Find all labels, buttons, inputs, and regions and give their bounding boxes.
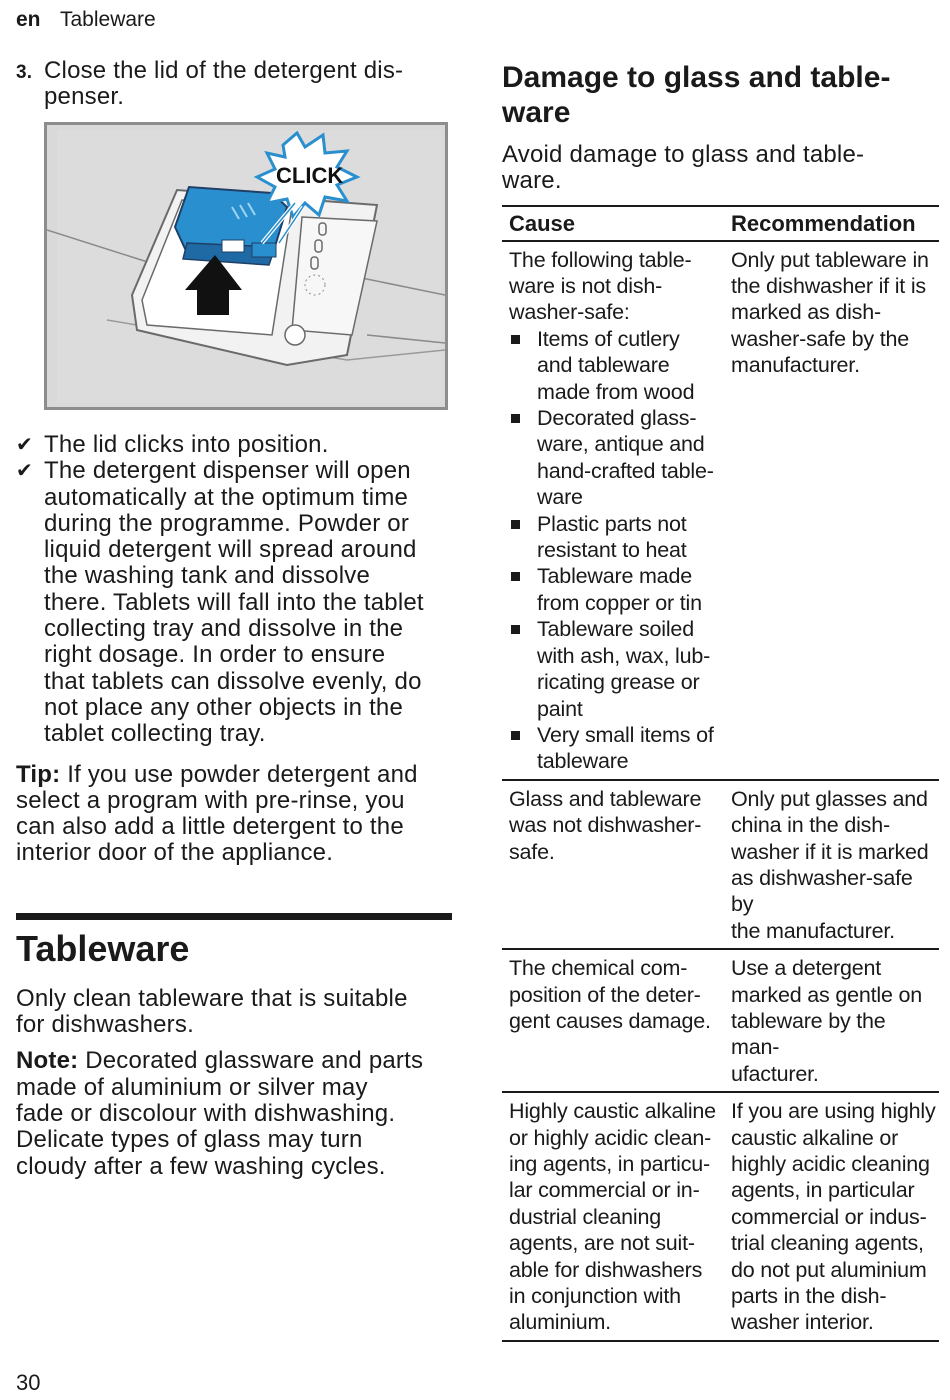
step-line: penser. (44, 83, 125, 110)
cause-cell (502, 949, 724, 1092)
bullet-item (509, 511, 720, 564)
recommendation-line: the dishwasher if it is (731, 274, 926, 298)
table-row (502, 241, 939, 780)
tip-line: select a program with pre-rinse, you (16, 786, 405, 814)
right-column (502, 58, 940, 1342)
recommendation-line: commercial or indus- (731, 1204, 927, 1229)
bullet-line: from copper or tin (537, 590, 702, 615)
cause-line: ing agents, in particu- (509, 1152, 710, 1176)
bullet-line: Tableware soiled (537, 617, 694, 642)
title-line: Damage to glass and table- (502, 61, 891, 94)
cause-line: washer-safe: (509, 300, 630, 325)
bullet-line: Items of cutlery (537, 326, 680, 351)
bullet-text (537, 722, 714, 775)
column-header-cause: Cause (502, 206, 724, 241)
recommendation-line: washer if it is marked (731, 839, 929, 864)
tip-block (16, 762, 452, 867)
recommendation-line: caustic alkaline or (731, 1125, 899, 1150)
recommendation-line: do not put aluminium (731, 1257, 927, 1282)
bullet-line: resistant to heat (537, 538, 687, 563)
bullet-line: ware, antique and (537, 432, 705, 457)
cause-line: or highly acidic clean- (509, 1125, 712, 1150)
bullet-line: with ash, wax, lub- (537, 643, 711, 668)
square-bullet-icon (509, 405, 537, 511)
recommendation-line: agents, in particular (731, 1178, 915, 1203)
step-number: 3. (16, 62, 33, 83)
cause-line: aluminium. (509, 1310, 611, 1335)
bullet-line: hand-crafted table- (537, 458, 714, 483)
result-line: that tablets can dissolve evenly, do (44, 667, 422, 695)
recommendation-line: Only put tableware in (731, 247, 929, 272)
cause-line: lar commercial or in- (509, 1178, 700, 1203)
square-bullet-icon (509, 563, 537, 616)
note-label: Note: (16, 1047, 79, 1075)
page-number: 30 (16, 1370, 41, 1395)
section-title: Tableware (16, 927, 190, 969)
cause-line: safe. (509, 839, 555, 864)
bullet-text (537, 326, 694, 405)
bullet-line: ware (537, 485, 583, 510)
recommendation-line: washer interior. (731, 1310, 874, 1335)
result-list (16, 432, 452, 748)
cause-line: position of the deter- (509, 982, 701, 1007)
note-line: made of aluminium or silver may (16, 1073, 368, 1101)
result-line: liquid detergent will spread around (44, 536, 417, 564)
square-bullet-icon (509, 511, 537, 564)
bullet-line: Decorated glass- (537, 406, 697, 431)
cause-line: in conjunction with (509, 1284, 681, 1309)
intro-line: ware. (502, 167, 562, 195)
recommendation-cell (724, 241, 939, 780)
damage-intro (502, 142, 940, 195)
recommendation-line: ufacturer. (731, 1061, 819, 1086)
table-row (502, 1092, 939, 1341)
section-intro (16, 986, 452, 1039)
bullet-text (537, 511, 687, 564)
recommendation-line: trial cleaning agents, (731, 1231, 924, 1256)
recommendation-line: tableware by the man- (731, 1008, 886, 1060)
result-item (16, 458, 452, 747)
bullet-item (509, 405, 720, 511)
step-line: Close the lid of the detergent dis- (44, 57, 404, 84)
recommendation-cell (724, 1092, 939, 1341)
bullet-item (509, 563, 720, 616)
header-section: Tableware (59, 8, 156, 31)
checkmark-icon: ✔ (16, 460, 33, 483)
intro-line: Only clean tableware that is suitable (16, 984, 408, 1012)
damage-table (502, 205, 939, 1342)
cause-line: gent causes damage. (509, 1008, 711, 1033)
square-bullet-icon (509, 326, 537, 405)
recommendation-line: china in the dish- (731, 813, 890, 838)
cause-line: able for dishwashers (509, 1257, 703, 1282)
bullet-line: ricating grease or (537, 670, 700, 695)
recommendation-line: parts in the dish- (731, 1284, 887, 1309)
result-line: there. Tablets will fall into the tablet (44, 588, 424, 616)
cause-line: was not dishwasher- (509, 813, 702, 838)
note-line: cloudy after a few washing cycles. (16, 1152, 386, 1180)
bullet-text (537, 616, 710, 722)
cause-cell (502, 780, 724, 949)
cause-line: Highly caustic alkaline (509, 1099, 716, 1124)
intro-line: for dishwashers. (16, 1011, 194, 1039)
bullet-line: Tableware made (537, 564, 692, 589)
note-line: Decorated glassware and parts (78, 1047, 424, 1075)
step-3 (16, 58, 452, 110)
title-line: ware (502, 96, 571, 129)
recommendation-line: Only put glasses and (731, 786, 928, 811)
table-header-row (502, 206, 939, 241)
square-bullet-icon (509, 722, 537, 775)
table-row (502, 949, 939, 1092)
result-line: right dosage. In order to ensure (44, 641, 386, 669)
page-header (16, 8, 156, 32)
step-text (44, 58, 403, 110)
language-code: en (16, 8, 41, 31)
bullet-line: made from wood (537, 379, 695, 404)
bullet-line: Very small items of (537, 722, 714, 747)
bullet-item (509, 722, 720, 775)
recommendation-line: Use a detergent (731, 956, 881, 981)
checkmark-icon: ✔ (16, 434, 33, 456)
bullet-line: paint (537, 696, 583, 721)
result-line: collecting tray and dissolve in the (44, 615, 404, 643)
tip-line: can also add a little detergent to the (16, 813, 404, 841)
recommendation-line: marked as gentle on (731, 982, 923, 1007)
recommendation-line: as dishwasher-safe by (731, 865, 913, 917)
result-line: automatically at the optimum time (44, 483, 409, 511)
section-divider (16, 913, 452, 920)
bullet-line: and tableware (537, 353, 670, 378)
table-row (502, 780, 939, 949)
recommendation-cell (724, 780, 939, 949)
cause-line: agents, are not suit- (509, 1231, 695, 1256)
result-item (16, 432, 452, 458)
cause-line: Glass and tableware (509, 786, 702, 811)
note-line: Delicate types of glass may turn (16, 1126, 363, 1154)
dispenser-illustration (44, 122, 448, 410)
tip-line: If you use powder detergent and (60, 760, 418, 788)
result-line: during the programme. Powder or (44, 509, 410, 537)
bullet-text (537, 563, 702, 616)
bullet-line: tableware (537, 749, 629, 774)
tip-label: Tip: (16, 760, 61, 788)
recommendation-line: marked as dish- (731, 300, 881, 325)
cause-line: The chemical com- (509, 956, 688, 981)
dispenser-drawing (47, 125, 445, 407)
left-column (16, 58, 452, 1180)
column-header-recommendation: Recommendation (724, 206, 939, 241)
cause-cell (502, 241, 724, 780)
damage-title (502, 60, 940, 130)
result-line: The lid clicks into position. (44, 431, 329, 458)
bullet-line: Plastic parts not (537, 511, 687, 536)
intro-line: Avoid damage to glass and table- (502, 141, 865, 168)
cause-line: dustrial cleaning (509, 1204, 661, 1229)
recommendation-line: If you are using highly (731, 1099, 936, 1124)
result-line: tablet collecting tray. (44, 720, 266, 748)
recommendation-line: washer-safe by the (731, 326, 910, 351)
recommendation-line: manufacturer. (731, 353, 860, 378)
recommendation-line: highly acidic cleaning (731, 1152, 930, 1176)
cause-line: ware is not dish- (509, 274, 663, 298)
tip-line: interior door of the appliance. (16, 839, 334, 867)
note-line: fade or discolour with dishwashing. (16, 1099, 396, 1127)
click-callout: CLICK (276, 163, 344, 188)
square-bullet-icon (509, 616, 537, 722)
cause-cell (502, 1092, 724, 1341)
bullet-item (509, 616, 720, 722)
recommendation-line: the manufacturer. (731, 918, 895, 943)
note-block (16, 1048, 452, 1179)
table-body (502, 241, 939, 1341)
result-line: the washing tank and dissolve (44, 562, 371, 590)
result-line: not place any other objects in the (44, 693, 404, 721)
bullet-item (509, 326, 720, 405)
recommendation-cell (724, 949, 939, 1092)
bullet-text (537, 405, 714, 511)
cause-line: The following table- (509, 247, 692, 272)
result-line: The detergent dispenser will open (44, 457, 411, 485)
